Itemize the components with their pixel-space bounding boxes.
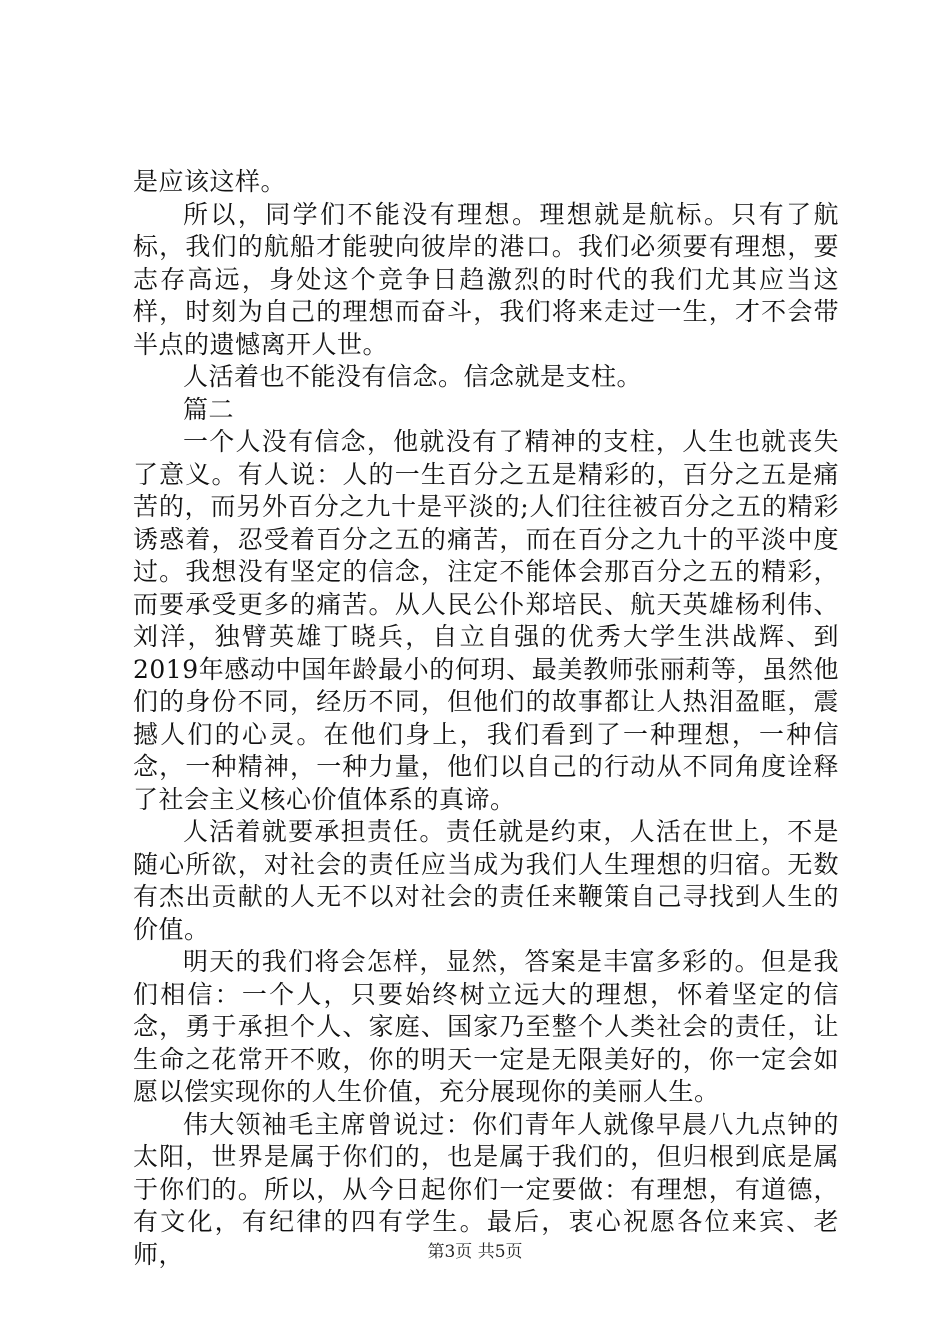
paragraph-5: 人活着就要承担责任。责任就是约束，人活在世上，不是随心所欲，对社会的责任应当成为我们人生理想的归宿。无数有杰出贡献的人无不以对社会的责任来鞭策自己寻找到人生的价值。 xyxy=(133,817,839,944)
page-number-footer: 第3页 共5页 xyxy=(427,1242,523,1262)
paragraph-1: 是应该这样。 xyxy=(133,167,287,196)
paragraph-4: 一个人没有信念，他就没有了精神的支柱，人生也就丧失了意义。有人说：人的一生百分之五是精彩的，百分之五是痛苦的，而另外百分之九十是平淡的;人们往往被百分之五的精彩诱惑着，忍受着百分之五的痛苦，而在百分之九十的平淡中度过。我想没有坚定的信念，注定不能体会那百分之五的精彩，而要承受更多的痛苦。从人民公仆郑培民、航天英雄杨利伟、刘洋，独臂英雄丁晓兵，自立自强的优秀大学生洪战辉、到2019年感动中国年龄最小的何玥、最美教师张丽莉等，虽然他们的身份不同，经历不同，但他们的故事都让人热泪盈眶，震撼人们的心灵。在他们身上，我们看到了一种理想，一种信念，一种精神，一种力量，他们以自己的行动从不同角度诠释了社会主义核心价值体系的真谛。 xyxy=(133,427,839,814)
paragraph-3: 人活着也不能没有信念。信念就是支柱。 xyxy=(183,362,643,391)
body-text xyxy=(133,166,839,1271)
paragraph-2: 所以，同学们不能没有理想。理想就是航标。只有了航标，我们的航船才能驶向彼岸的港口。我们必须要有理想，要志存高远，身处这个竞争日趋激烈的时代的我们尤其应当这样，时刻为自己的理想而奋斗，我们将来走过一生，才不会带半点的遗憾离开人世。 xyxy=(133,199,839,359)
section-heading: 篇二 xyxy=(183,394,235,424)
paragraph-6: 明天的我们将会怎样，显然，答案是丰富多彩的。但是我们相信：一个人，只要始终树立远大的理想，怀着坚定的信念，勇于承担个人、家庭、国家乃至整个人类社会的责任，让生命之花常开不败，你的明天一定是无限美好的，你一定会如愿以偿实现你的人生价值，充分展现你的美丽人生。 xyxy=(133,947,839,1106)
paragraph-7: 伟大领袖毛主席曾说过：你们青年人就像早晨八九点钟的太阳，世界是属于你们的，也是属于我们的，但归根到底是属于你们的。所以，从今日起你们一定要做：有理想，有道德，有文化，有纪律的四有学生。最后，衷心祝愿各位来宾、老师， xyxy=(133,1109,839,1269)
